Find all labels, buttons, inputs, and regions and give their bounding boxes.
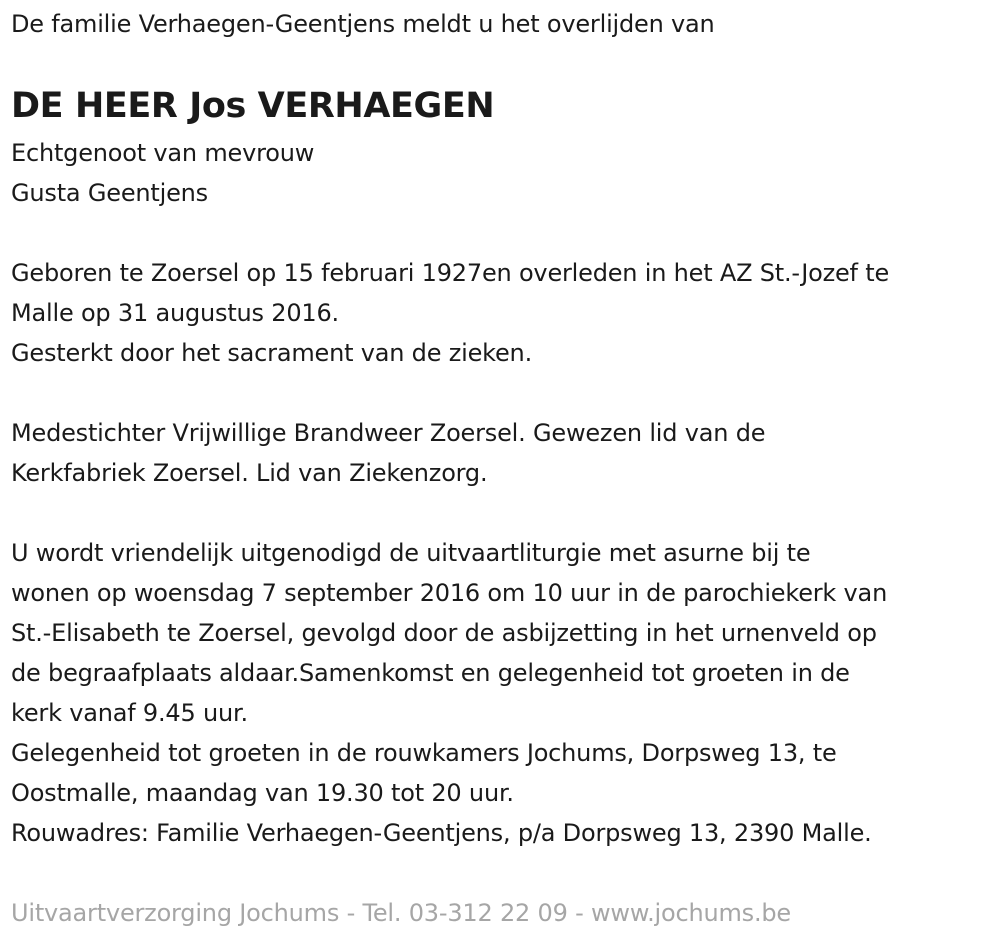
text-line: Rouwadres: Familie Verhaegen-Geentjens, p/a Dorpsweg 13, 2390 Malle.	[11, 819, 872, 847]
text-line: Medestichter Vrijwillige Brandweer Zoersel. Gewezen lid van de	[11, 419, 766, 447]
funeral-paragraph	[11, 533, 887, 853]
text-line: Gelegenheid tot groeten in de rouwkamers Jochums, Dorpsweg 13, te	[11, 739, 837, 767]
roles-paragraph	[11, 413, 765, 493]
text-line: Echtgenoot van mevrouw	[11, 139, 315, 167]
text-line: Geboren te Zoersel op 15 februari 1927en overleden in het AZ St.-Jozef te	[11, 259, 890, 287]
text-line: Oostmalle, maandag van 19.30 tot 20 uur.	[11, 779, 514, 807]
spouse-paragraph	[11, 133, 314, 213]
intro-text: De familie Verhaegen-Geentjens meldt u het overlijden van	[11, 10, 715, 38]
text-line: Gusta Geentjens	[11, 179, 208, 207]
text-line: de begraafplaats aldaar.Samenkomst en gelegenheid tot groeten in de	[11, 659, 850, 687]
funeral-home-footer: Uitvaartverzorging Jochums - Tel. 03-312 22 09 - www.jochums.be	[11, 899, 791, 927]
text-line: kerk vanaf 9.45 uur.	[11, 699, 248, 727]
text-line: Malle op 31 augustus 2016.	[11, 299, 339, 327]
birth-death-paragraph	[11, 253, 889, 373]
text-line: St.-Elisabeth te Zoersel, gevolgd door de asbijzetting in het urnenveld op	[11, 619, 877, 647]
text-line: Kerkfabriek Zoersel. Lid van Ziekenzorg.	[11, 459, 488, 487]
text-line: Gesterkt door het sacrament van de zieken.	[11, 339, 532, 367]
deceased-name: DE HEER Jos VERHAEGEN	[11, 86, 495, 126]
text-line: wonen op woensdag 7 september 2016 om 10 uur in de parochiekerk van	[11, 579, 888, 607]
text-line: U wordt vriendelijk uitgenodigd de uitvaartliturgie met asurne bij te	[11, 539, 811, 567]
